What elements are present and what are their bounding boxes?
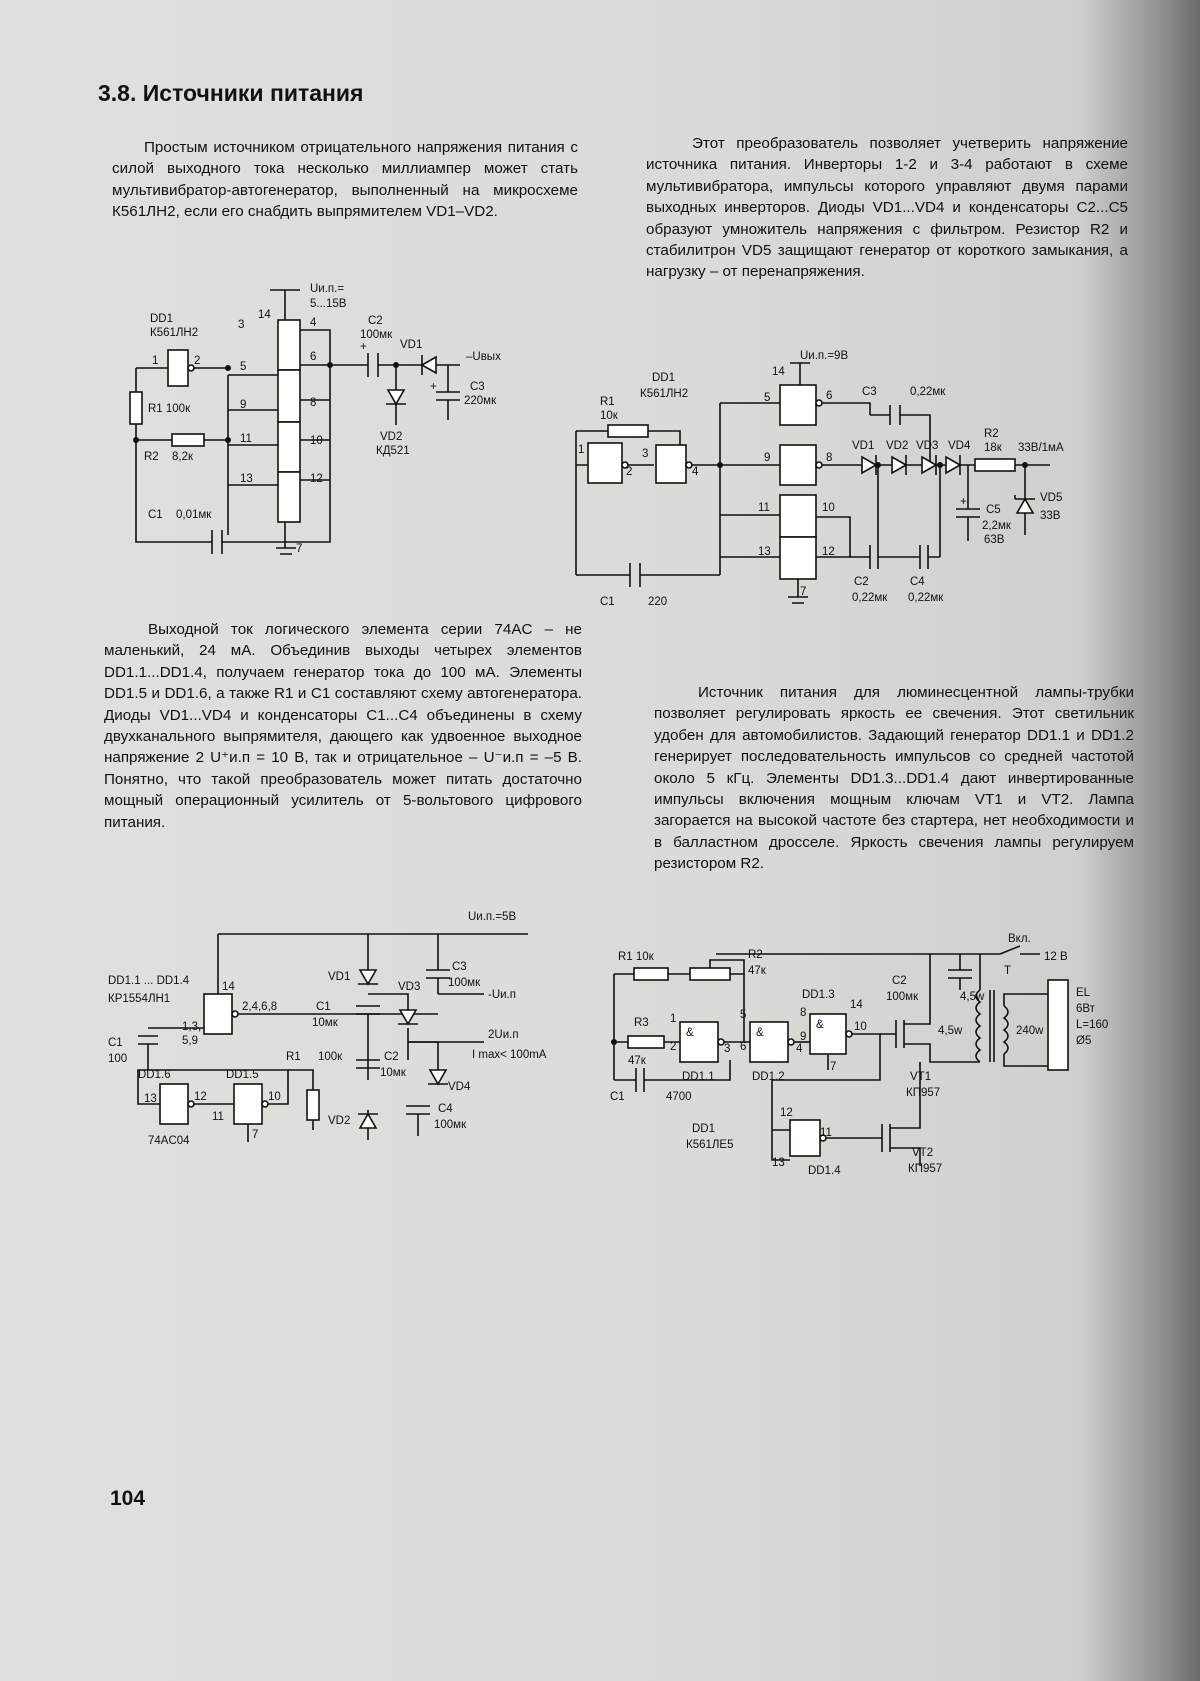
s4-c1-value: 4700 [666,1091,692,1103]
s4-w2-label: 4,5w [938,1025,963,1037]
s4-r1-label: R1 10к [618,951,654,963]
s3-c4-value: 100мк [434,1119,467,1131]
s3-r1-label: R1 [286,1051,301,1063]
s1-gate-4 [278,472,300,522]
s3-pin-12: 12 [194,1091,207,1103]
s1-chip-label: DD1 [150,313,174,325]
s1-c2-value: 100мк [360,329,393,341]
s1-pin-11: 11 [240,433,252,445]
s2-output-label: 33В/1мА [1018,442,1064,454]
s3-c4-label: C4 [438,1103,453,1115]
s2-c4-value: 0,22мк [908,592,944,604]
s3-vd1-label: VD1 [328,971,351,983]
s2-gate-5-6 [780,385,816,425]
s1-c3-plus: + [430,381,437,393]
s2-vd1 [862,457,876,473]
s4-dd11-amp: & [686,1027,694,1039]
page-number: 104 [110,1487,146,1510]
s2-pin-6: 6 [826,390,833,402]
s4-r2-label: R2 [748,949,763,961]
s2-c1-label: C1 [600,596,615,608]
s2-gate-3-4 [656,445,686,483]
s3-c2-value: 10мк [380,1067,406,1079]
s2-c2-label: C2 [854,576,869,588]
s2-r1-label: R1 [600,396,615,408]
s1-pin-2: 2 [194,355,201,367]
s4-pin-1: 1 [670,1013,677,1025]
s1-pin-12: 12 [310,473,323,485]
s2-pin-4: 4 [692,466,699,478]
schematic-voltage-quadrupler [578,345,1140,645]
s3-dd16-gate [160,1084,188,1124]
s1-pin-3: 3 [238,319,245,331]
s3-c3-label: C3 [452,961,467,973]
s2-gate-9-8 [780,445,816,485]
s4-switch-label: Вкл. [1008,933,1031,945]
s1-pin-4: 4 [310,317,317,329]
s2-c5-voltage: 63В [984,534,1005,546]
s1-c3-value: 220мк [464,395,497,407]
s3-out-pos: 2Uи.п [488,1029,519,1041]
s4-pin-11: 11 [820,1127,832,1139]
s3-chip2-type: 74AC04 [148,1135,190,1147]
s4-vt2-type: КП957 [908,1163,943,1175]
s4-c2-value: 100мк [886,991,919,1003]
s3-pin-7: 7 [252,1129,259,1141]
s4-dd11-label: DD1.1 [682,1071,715,1083]
s4-pin-4: 4 [796,1043,803,1055]
s1-r2-label: R2 [144,451,159,463]
s4-lamp [1048,980,1068,1070]
s3-vd1 [360,970,376,984]
s1-pin-6: 6 [310,351,317,363]
s4-c1-label: C1 [610,1091,625,1103]
s4-vt2-label: VT2 [912,1147,934,1159]
s2-pin-11: 11 [758,502,770,514]
s2-gate-13-12 [780,537,816,579]
s2-vd3 [922,457,936,473]
s1-vd1-label: VD1 [400,339,423,351]
s4-r2 [690,968,730,980]
s4-chip-label: DD1 [692,1123,716,1135]
s4-dd14-label: DD1.4 [808,1165,841,1177]
s4-pin-12: 12 [780,1107,793,1119]
s1-pin-13: 13 [240,473,253,485]
s1-vd2-type: КД521 [376,445,410,457]
s2-r1 [608,425,648,437]
s4-pin-5: 5 [740,1009,747,1021]
s1-gate-2 [278,370,300,422]
s2-chip-type: К561ЛН2 [640,388,689,400]
s3-vd2-label: VD2 [328,1115,351,1127]
s3-pin-11: 11 [212,1111,224,1123]
s3-chip-type: КР1554ЛН1 [108,993,171,1005]
s4-r2-value: 47к [748,965,766,977]
s2-vd4-label: VD4 [948,440,971,452]
s3-c1-value: 10мк [312,1017,338,1029]
s1-c2-label: C2 [368,315,383,327]
s1-r2 [172,434,204,446]
s3-r1-value: 100к [318,1051,343,1063]
s4-pin-13: 13 [772,1157,785,1169]
s2-r1-value: 10к [600,410,618,422]
s2-c5-value: 2,2мк [982,520,1011,532]
s1-c1-value: 0,01мк [176,509,212,521]
s3-dd15-label: DD1.5 [226,1069,259,1081]
s3-out-neg: -Uи.п [488,989,516,1001]
s2-c3-label: C3 [862,386,877,398]
s3-pin-13: 13 [144,1093,157,1105]
s4-w1-label: 4,5w [960,991,985,1003]
s2-pin-13: 13 [758,546,771,558]
s3-chip-label: DD1.1 ... DD1.4 [108,975,190,987]
s2-pin-7: 7 [800,586,807,598]
s4-vt1-label: VT1 [910,1071,932,1083]
s1-c2-plus: + [360,341,367,353]
s2-vd4 [946,457,960,473]
s4-pin-8: 8 [800,1007,807,1019]
s1-c3-label: C3 [470,381,485,393]
s4-secondary-winding [1004,1006,1008,1054]
s4-r3-label: R3 [634,1017,649,1029]
s3-vd3-label: VD3 [398,981,421,993]
s4-dd12-label: DD1.2 [752,1071,785,1083]
s3-dd16-label: DD1.6 [138,1069,171,1081]
s3-vd2 [360,1114,376,1128]
s4-vt1-type: КП957 [906,1087,941,1099]
s2-r2-label: R2 [984,428,999,440]
s2-c2-value: 0,22мк [852,592,888,604]
s2-gate-1-2 [588,443,622,483]
s4-c2-label: C2 [892,975,907,987]
s4-w3-label: 240w [1016,1025,1044,1037]
s4-dd12-amp: & [756,1027,764,1039]
s4-lamp-length: L=160 [1076,1019,1109,1031]
s1-gate-3 [278,422,300,472]
s4-supply-label: 12 В [1044,951,1068,963]
s1-chip-type: К561ЛН2 [150,327,199,339]
s4-pin-6: 6 [740,1041,747,1053]
s3-pin-14: 14 [222,981,235,993]
s4-chip-type: К561ЛЕ5 [686,1139,734,1151]
s3-c1-left-label: C1 [108,1037,123,1049]
s2-c5-label: C5 [986,504,1001,516]
s4-pin-2: 2 [670,1041,677,1053]
s2-pin-12: 12 [822,546,835,558]
s3-dd15-gate [234,1084,262,1124]
s2-vd2-label: VD2 [886,440,909,452]
s4-lamp-power: 6Вт [1076,1003,1095,1015]
s3-c3-value: 100мк [448,977,481,989]
section-title: 3.8. Источники питания [98,80,364,106]
s3-vd4-label: VD4 [448,1081,471,1093]
s4-pin-9: 9 [800,1031,807,1043]
s4-dd13-amp: & [816,1019,824,1031]
s2-pin-9: 9 [764,452,771,464]
s3-c1-left-value: 100 [108,1053,128,1065]
s2-vd2 [892,457,906,473]
s1-pin-8: 8 [310,397,317,409]
s4-pin-3: 3 [724,1043,731,1055]
s3-supply-label: Uи.п.=5В [468,911,517,923]
s4-dd13-label: DD1.3 [802,989,835,1001]
s2-pin-8: 8 [826,452,833,464]
s1-r1 [130,392,142,424]
s2-pin-5: 5 [764,392,771,404]
s4-transformer-label: T [1004,965,1012,977]
s3-vd4 [430,1070,446,1084]
s2-pin-2: 2 [626,466,633,478]
paragraph-3: Выходной ток логического элемента серии 74AC – не маленький, 24 мА. Объединив выходы четырех элементов DD1.1...DD1.4, получаем генератор тока до 100 мА. Элементы DD1.5 и DD1.6, а также R1 и C1 составляют схему автогенератора. Диоды VD1...VD4 и конденсаторы C1...C4 объединены в схему двухканального выпрямителя, дающего как удвоенное выходное напряжение 2 U⁺и.п = 10 В, так и отрицательное – U⁻и.п = –5 В. Понятно, что такой преобразователь может питать достаточно мощный операционный усилитель от 5-вольтового цифрового питания. [104,621,583,831]
s1-pin-1: 1 [152,355,159,367]
s1-supply-range: 5...15В [310,298,347,310]
paragraph-2: Этот преобразователь позволяет учетверить напряжение источника питания. Инверторы 1-2 и 3-4 работают в схеме мультивибратора, импульсы которого управляют двумя парами выходных инверторов. Диоды VD1...VD4 и конденсаторы C2...C5 образуют умножитель напряжения с фильтром. Резистор R2 и стабилитрон VD5 защищают генератор от короткого замыкания, а нагрузку – от перенапряжения. [646,135,1128,281]
s4-r3-value: 47к [628,1055,646,1067]
s2-vd5-label: VD5 [1040,492,1063,504]
s2-pin-10: 10 [822,502,835,514]
s4-pin-7: 7 [830,1061,837,1073]
s3-pins-in1: 1,3, [182,1021,202,1033]
s1-gate-1 [278,320,300,370]
s3-c1-label: C1 [316,1001,331,1013]
s1-vd1 [422,357,436,373]
s3-pins-out: 2,4,6,8 [242,1001,278,1013]
s2-c4-label: C4 [910,576,925,588]
s3-pins-in2: 5,9 [182,1035,198,1047]
s4-r1 [634,968,668,980]
s2-chip-label: DD1 [652,372,676,384]
s4-lamp-diameter: Ø5 [1076,1035,1092,1047]
s1-vd2 [388,390,404,404]
s1-input-gate [168,350,188,386]
s3-out-current: I max< 100mA [472,1049,547,1061]
schematic-negative-supply [130,280,550,600]
s1-c1-label: C1 [148,509,163,521]
s1-r1-label: R1 100к [148,403,191,415]
s2-c1-value: 220 [648,596,668,608]
s1-r2-value: 8,2к [172,451,194,463]
s2-supply-label: Uи.п.=9В [800,350,849,362]
s3-c2-label: C2 [384,1051,399,1063]
schematic-74ac-doubler [108,910,608,1150]
s2-gate-11-10 [780,495,816,537]
s1-pin-5: 5 [240,361,247,373]
s1-pin-9: 9 [240,399,247,411]
s3-buffer-gate [204,994,232,1034]
s1-supply-label: Uи.п.= [310,283,345,295]
paragraph-1: Простым источником отрицательного напряжения питания с силой выходного тока несколько миллиампер может стать мультивибратор-автогенератор, выполненный на микросхеме К561ЛН2, если его снабдить выпрямителем VD1–VD2. [112,139,578,221]
s1-vd2-label: VD2 [380,431,403,443]
s3-vd3 [400,1010,416,1024]
s4-pin-10: 10 [854,1021,867,1033]
s4-lamp-label: EL [1076,987,1091,999]
s1-output-label: –Uвых [466,351,501,363]
paragraph-4: Источник питания для люминесцентной лампы-трубки позволяет регулировать яркость ее свечения. Этот светильник удобен для автомобилистов. Задающий генератор DD1.1 и DD1.2 генерирует последовательность импульсов со средней частотой около 5 кГц. Элементы DD1.3...DD1.4 дают инвертированные импульсы включения мощным ключам VT1 и VT2. Лампа загорается на высокой частоте без стартера, нет необходимости и в балластном дросселе. Яркость свечения лампы регулируем резистором R2. [654,684,1134,873]
schematic-fluorescent-lamp-driver [610,930,1120,1190]
s2-r2-value: 18к [984,442,1002,454]
s1-pin-14: 14 [258,309,271,321]
s2-vd1-label: VD1 [852,440,875,452]
s4-r3 [628,1036,664,1048]
s2-c3-value: 0,22мк [910,386,946,398]
s4-dd14-gate [790,1120,820,1156]
s3-pin-10: 10 [268,1091,281,1103]
s2-pin-1: 1 [578,444,585,456]
s2-r2 [975,459,1015,471]
s2-pin-14: 14 [772,366,785,378]
s2-vd5-value: 33В [1040,510,1061,522]
s2-c5-plus: + [960,496,967,508]
s2-vd3-label: VD3 [916,440,939,452]
s3-r1 [307,1090,319,1120]
s4-pin-14: 14 [850,999,863,1011]
s1-pin-10: 10 [310,435,323,447]
s1-pin-7: 7 [296,543,303,555]
s2-pin-3: 3 [642,448,649,460]
s2-vd5 [1017,499,1033,513]
